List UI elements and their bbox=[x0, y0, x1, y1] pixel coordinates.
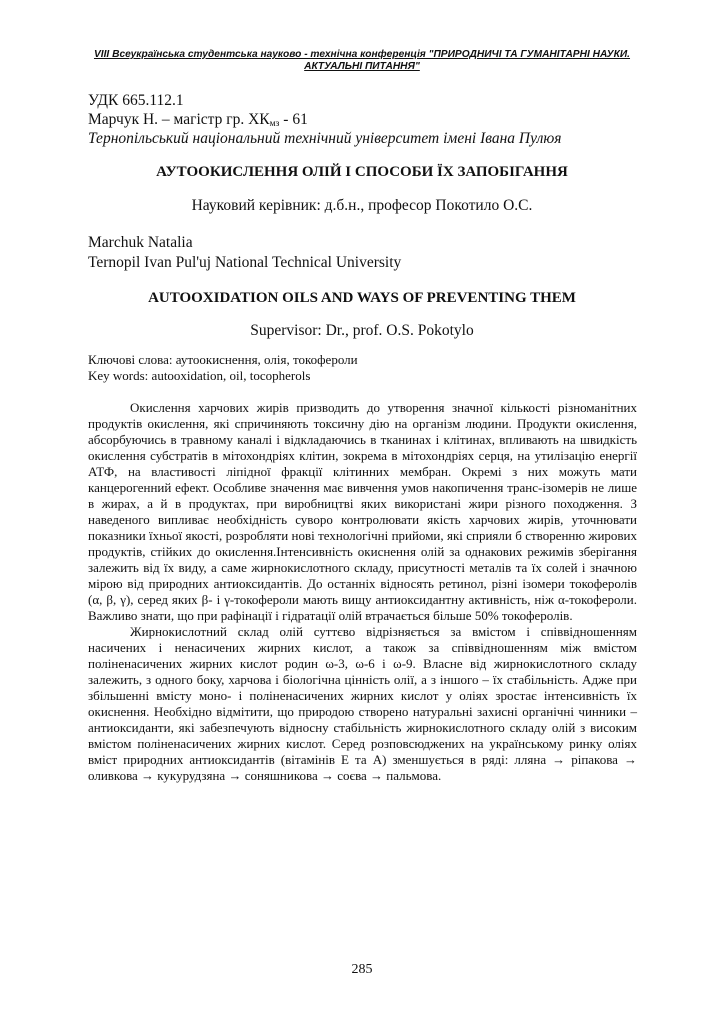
title-ua: АУТООКИСЛЕННЯ ОЛІЙ І СПОСОБИ ЇХ ЗАПОБІГАННЯ bbox=[156, 164, 568, 180]
university-ua: Тернопільський національний технічний університет імені Івана Пулюя bbox=[88, 130, 562, 147]
author-ua-group-subscript: мз bbox=[269, 119, 280, 129]
supervisor-ua: Науковий керівник: д.б.н., професор Покотило О.С. bbox=[191, 197, 533, 214]
header-line-2: АКТУАЛЬНІ ПИТАННЯ" bbox=[304, 61, 420, 72]
author-ua-group-suffix: - 61 bbox=[279, 111, 308, 128]
paragraph-1: Окислення харчових жирів призводить до утворення значної кількості різноманітних продуктів окислення, які спричиняють токсичну дію на організм людини. Продукти окислення, абсорбуючись в травному каналі і відкладаючись в тканинах і клітинах, впливають на швидкість окислення субстратів в мітохондріях клітин, зокрема в мітохондріях серця, на утилізацію енергії АТФ, на властивості ліпідної фракції клітинних мембран. Окремі з них можуть мати канцерогенний ефект. Особливе значення має вивчення умов накопичення транс-ізомерів не лише в жирах, а й в продуктах, при виробництві яких використані жири різного походження. З наведеного випливає необхідність суворо контролювати якість харчових жирів, уточнювати показники їхньої якості, розробляти нові технологічні прийоми, які сприяли б створенню жирових продуктів, стійких до окислення.Інтенсивність окиснення олій за однакових режимів зберігання залежить від їх виду, а саме жирнокислотного складу, присутності металів та їх солей і значною мірою від природних антиоксидантів. До останніх відносять ретинол, різні ізомери токоферолів (α, β, γ), серед яких β- і γ-токофероли мають вищу антиоксидантну активність, ніж α-токофероли. Важливо знати, що при рафінації і гідратації олій втрачається більше 50% токоферолів. bbox=[88, 400, 637, 623]
author-en: Marchuk Natalia bbox=[88, 234, 193, 251]
university-en: Ternopil Ivan Pul'uj National Technical University bbox=[88, 254, 402, 271]
page-number: 285 bbox=[351, 962, 373, 977]
conference-header bbox=[80, 49, 644, 73]
keywords-en: Key words: autooxidation, oil, tocopherols bbox=[88, 368, 311, 383]
header-line-1: VIII Всеукраїнська студентська науково - технічна конференція "ПРИРОДНИЧІ ТА ГУМАНІТАРНІ НАУКИ. bbox=[93, 49, 631, 60]
keywords-ua: Ключові слова: аутоокиснення, олія, токофероли bbox=[88, 352, 358, 367]
supervisor-en: Supervisor: Dr., prof. O.S. Pokotylo bbox=[250, 322, 474, 339]
title-en: AUTOOXIDATION OILS AND WAYS OF PREVENTING THEM bbox=[148, 290, 576, 306]
article-body bbox=[88, 400, 637, 784]
author-ua-name: Марчук Н. – магістр гр. ХК bbox=[88, 111, 270, 128]
udk-code: УДК 665.112.1 bbox=[88, 92, 184, 109]
paragraph-2: Жирнокислотний склад олій суттєво відрізняється за вмістом і співвідношенням насичених і ненасичених жирних кислот, а також за співвідношенням між вмістом поліненасичених жирних кислот родин ω-3, ω-6 і ω-9. Власне від жирнокислотного складу залежить, з одного боку, харчова і біологічна цінність олії, а з іншого – їх стабільність. Адже при збільшенні вмісту моно- і поліненасичених жирних кислот у оліях зростає інтенсивність їх окиснення. Необхідно відмітити, що природою створено натуральні захисні органічні чинники – антиоксиданти, які забезпечують відносну стабільність жирнокислотного складу олій з високим вмістом поліненасичених жирних кислот. Серед розповсюджених на українському ринку оліях вміст природних антиоксидантів (вітамінів Е та А) зменшується в ряді: лляна → ріпакова → оливкова → кукурудзяна → соняшникова → соєва → пальмова. bbox=[88, 624, 637, 783]
